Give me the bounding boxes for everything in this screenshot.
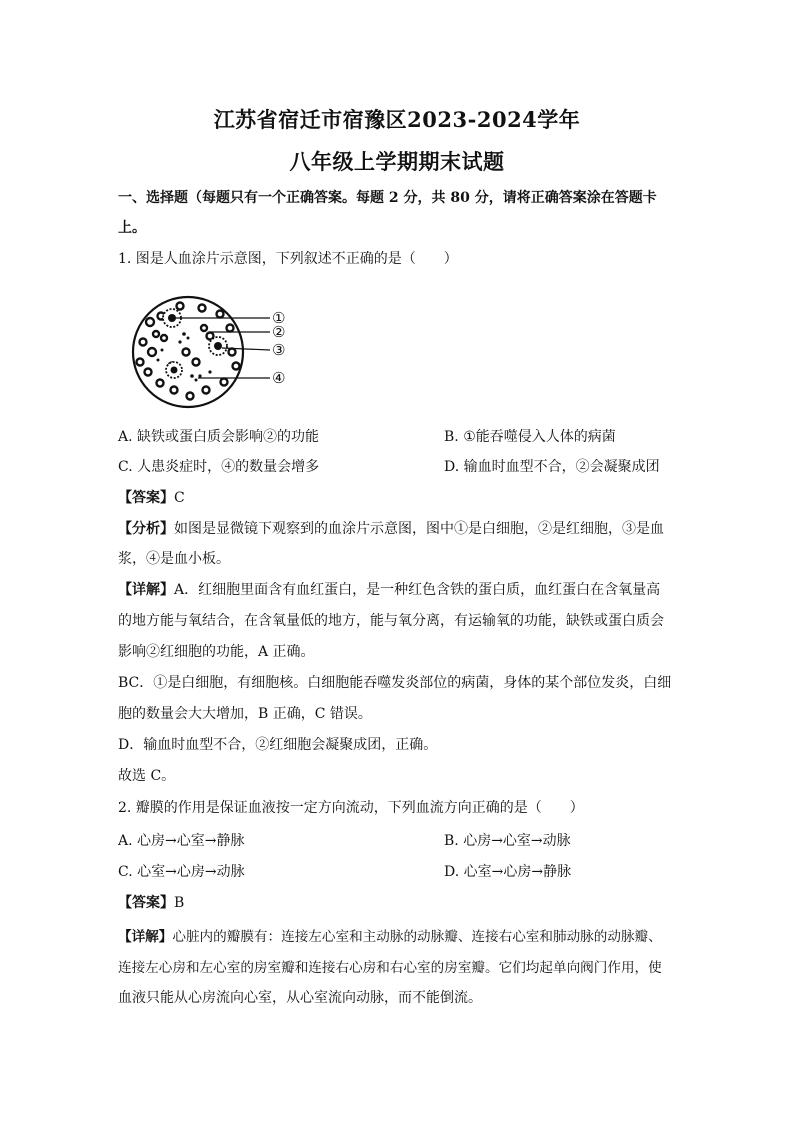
question-1-analysis <box>118 518 664 538</box>
section-heading-continued: 上。 <box>118 220 146 236</box>
question-1-option-b: B. ①能吞噬侵入人体的病菌 <box>444 429 616 445</box>
question-1-analysis-continued: 浆，④是血小板。 <box>118 551 230 567</box>
question-1-detail <box>118 579 660 599</box>
document-title-line-1: 江苏省宿迁市宿豫区2023-2024学年 <box>213 107 581 132</box>
answer-tag: 【答案】 <box>118 895 174 911</box>
answer-value: C <box>174 490 185 506</box>
question-2-detail-line-2: 连接左心房和左心室的房室瓣和连接右心房和右心室的房室瓣。它们均起单向阀门作用，使 <box>118 960 662 976</box>
detail-text: 心脏内的瓣膜有：连接左心室和主动脉的动脉瓣、连接右心室和肺动脉的动脉瓣、 <box>172 929 662 945</box>
question-1-conclusion: 故选 C。 <box>118 768 176 784</box>
figure-label-1: ① <box>272 309 286 327</box>
question-2-option-b: B. 心房→心室→动脉 <box>444 833 571 849</box>
question-1-answer <box>118 487 185 507</box>
question-2-option-a: A. 心房→心室→静脉 <box>118 833 245 849</box>
detail-text: A．红细胞里面含有血红蛋白，是一种红色含铁的蛋白质，血红蛋白在含氧量高 <box>174 582 661 598</box>
question-1-option-d: D. 输血时血型不合，②会凝聚成团 <box>444 459 660 475</box>
blood-smear-figure <box>128 290 328 416</box>
question-2-detail-line-3: 血液只能从心房流向心室，从心室流向动脉，而不能倒流。 <box>118 990 482 1006</box>
question-2-option-d: D. 心室→心房→静脉 <box>444 864 572 880</box>
analysis-text: 如图是显微镜下观察到的血涂片示意图，图中①是白细胞，②是红细胞，③是血 <box>174 521 664 537</box>
figure-label-3: ③ <box>272 341 286 359</box>
figure-label-4: ④ <box>272 369 286 387</box>
detail-tag: 【详解】 <box>118 582 174 598</box>
question-1-detail-line-3: 影响②红细胞的功能，A 正确。 <box>118 644 315 660</box>
question-1-stem: 1. 图是人血涂片示意图，下列叙述不正确的是（ ） <box>118 251 458 267</box>
question-1-option-a: A. 缺铁或蛋白质会影响②的功能 <box>118 429 320 445</box>
detail-tag: 【详解】 <box>118 929 173 945</box>
section-heading: 一、选择题（每题只有一个正确答案。每题 2 分，共 80 分，请将正确答案涂在答题卡 <box>118 190 657 206</box>
question-1-detail-line-2: 的地方能与氧结合，在含氧量低的地方，能与氧分离，有运输氧的功能，缺铁或蛋白质会 <box>118 613 664 629</box>
answer-tag: 【答案】 <box>118 490 174 506</box>
analysis-tag: 【分析】 <box>118 521 174 537</box>
question-1-detail-line-4: BC．①是白细胞，有细胞核。白细胞能吞噬发炎部位的病菌，身体的某个部位发炎，白细 <box>118 675 672 691</box>
question-1-option-c: C. 人患炎症时，④的数量会增多 <box>118 459 320 475</box>
document-title-line-2: 八年级上学期期末试题 <box>289 149 505 174</box>
question-1-detail-line-6: D．输血时血型不合，②红细胞会凝聚成团，正确。 <box>118 737 438 753</box>
question-2-answer <box>118 892 184 912</box>
question-1-detail-line-5: 胞的数量会大大增加，B 正确，C 错误。 <box>118 706 372 722</box>
question-2-stem: 2. 瓣膜的作用是保证血液按一定方向流动，下列血流方向正确的是（ ） <box>118 800 584 816</box>
question-2-detail <box>118 925 662 945</box>
figure-label-2: ② <box>272 323 286 341</box>
question-2-option-c: C. 心室→心房→动脉 <box>118 864 245 880</box>
answer-value: B <box>174 895 185 911</box>
